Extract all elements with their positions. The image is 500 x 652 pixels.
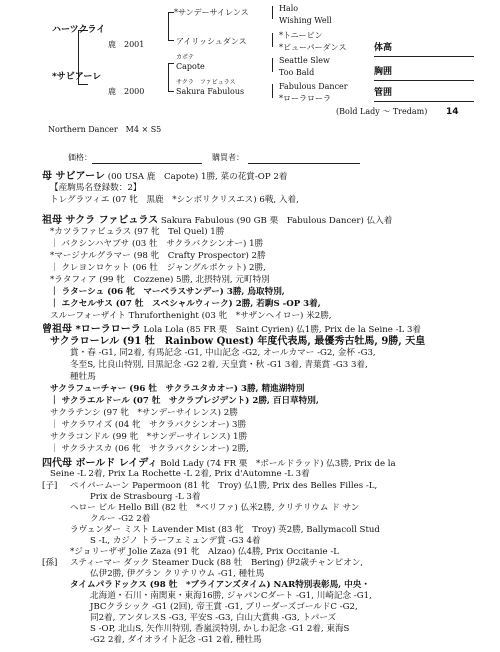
price-label: 価格： bbox=[68, 153, 92, 162]
fd-line-3: ヘロー ビル Hello Bill (82 牡 *ベリファ) 仏米2勝, クリテリウム ド サン bbox=[70, 503, 360, 513]
ds-dam: Too Bald bbox=[279, 68, 315, 77]
td-line-8: サクラコンドル (99 牝 *サンデーサイレンス) 1勝 bbox=[50, 432, 248, 442]
fd-line-12: JBCクラシック -G1 (2回), 帝王賞 -G1, ブリーダーズゴールドC -G2, bbox=[90, 602, 358, 612]
td-line-0: サクラローレル (91 牡 Rainbow Quest) 年度代表馬, 最優秀古牡馬, 9勝, 天皇 bbox=[50, 336, 426, 347]
gd-line-0: *カツラファビュラス (97 牝 Tel Quel) 1勝 bbox=[50, 227, 225, 237]
fd-line-2: Prix de Strasbourg -L 3着 bbox=[90, 492, 201, 502]
dam-reg: 【産駒馬名登録数：2】 bbox=[50, 183, 142, 193]
fd-line-5: ラヴェンダー ミスト Lavender Mist (83 牝 Troy) 英2勝, Ballymacoll Stud bbox=[70, 525, 380, 535]
gd-line-6: ｜ エクセルサス (07 牡 スペシャルウィーク) 2勝, 若駒S -OP 3着, bbox=[50, 299, 321, 309]
fd-line-10: タイムパラドックス (98 牡 *ブライアンズタイム) NAR特別表彰馬, 中央・ bbox=[70, 580, 370, 590]
gd-line-1: ｜ バクシンハヤブサ (03 牡 サクラバクシンオー) 1勝 bbox=[50, 239, 264, 249]
grand-dam-title: 祖母 サクラ ファビュラス bbox=[42, 215, 159, 226]
sire-sire: *サンデーサイレンス bbox=[174, 8, 249, 17]
gd-line-5: ｜ ラターシュ (06 牝 マーベラスサンデー) 3勝, 烏取特別, bbox=[50, 287, 285, 297]
dd-sire: Fabulous Dancer bbox=[279, 82, 348, 91]
spec-label-cannon: 管囲 bbox=[374, 88, 393, 98]
ss-sire: Halo bbox=[279, 4, 299, 13]
sire-name: ハーツクライ bbox=[52, 25, 106, 35]
fd-line-15: -G2 2着, ダイオライト記念 -G1 2着, 種牡馬 bbox=[90, 635, 262, 645]
dam-sire-ruby: カポテ bbox=[176, 54, 195, 61]
td-line-6: サクラテンシ (97 牝 *サンデーサイレンス) 2勝 bbox=[50, 408, 238, 418]
fd-line-7: *ジョリーザザ Jolie Zaza (91 牝 Alzao) 仏4勝, Prix Occitanie -L bbox=[70, 547, 339, 557]
sire-dam: アイリッシュダンス bbox=[176, 37, 247, 46]
fd-line-13: 同2着, アンタレスS -G3, 平安S -G3, 白山大賞典 -G3, トパーズ bbox=[90, 613, 337, 623]
dam-color-year: 鹿 2000 bbox=[108, 87, 145, 96]
dd-dam: *ローラローラ bbox=[279, 94, 331, 103]
spec-label-chest: 胸囲 bbox=[374, 67, 393, 77]
td-line-2: 冬至S, 比良山特別, 目黒記念 -G2 2着, 天皇賞・秋 -G1 3着, 青葉賞 -G3 3着, bbox=[70, 360, 368, 370]
dam-dam: Sakura Fabulous bbox=[176, 87, 245, 96]
bracket-grandchild: [孫] bbox=[42, 558, 58, 568]
dam-dam-ruby: サクラ ファビュラス bbox=[176, 79, 236, 86]
dam-title: 母 サビアーレ bbox=[42, 171, 105, 182]
gd-line-3: ｜ クレヨンロケット (06 牡 ジャングルポケット) 2勝, bbox=[50, 263, 266, 273]
fd-line-14: S -OP, 北山S, 矢作川特別, 香嵐渓特別, かしわ記念 -G1 2着, 東海S bbox=[90, 624, 350, 634]
ss-dam: Wishing Well bbox=[279, 16, 332, 25]
fd-line-9: 仏伊2勝, 伊グラン クリテリウム -G1, 種牡馬 bbox=[90, 569, 265, 579]
dam-offspring-0: トレグラツィエ (07 牝 黒鹿 *シンボリクリスエス) 6戦, 入着, bbox=[50, 195, 299, 205]
family-number: 14 bbox=[446, 107, 459, 117]
sd-sire: *トニービン bbox=[279, 31, 323, 40]
dam-sire: Capote bbox=[176, 62, 205, 71]
fourth-dam-title: 四代母 ボールド レイディ bbox=[42, 458, 158, 469]
sire-color-year: 鹿 2001 bbox=[108, 40, 145, 49]
fd-line-0: Seine -L 2着, Prix La Rochette -L 2着, Prix d'Automne -L 3着 bbox=[50, 469, 310, 479]
sd-dam: *ビューパーダンス bbox=[279, 43, 347, 52]
third-dam-title: 曾祖母 *ローラローラ bbox=[42, 324, 141, 335]
fd-line-8: スティーマー ダック Steamer Duck (88 牡 Bering) 伊2歳チャンピオン, bbox=[70, 558, 364, 568]
td-line-3: 種牡馬 bbox=[70, 372, 96, 382]
td-line-5: ｜ サクラエルドール (07 牡 サクラプレジデント) 2勝, 百日草特別, bbox=[50, 396, 319, 406]
td-line-1: 賞・春 -G1, 同2着, 有馬記念 -G1, 中山記念 -G2, オールカマー -G2, 金杯 -G3, bbox=[70, 348, 376, 358]
family-note: (Bold Lady ～ Tredam) bbox=[336, 107, 428, 116]
gd-line-4: *ラタフィア (99 牝 Cozzene) 5勝, 北摂特別, 元町特別 bbox=[50, 275, 270, 285]
fd-line-4: クルー -G2 2着 bbox=[90, 514, 151, 524]
gd-line-2: *マージナルグラマー (98 牝 Crafty Prospector) 2勝 bbox=[50, 251, 266, 261]
td-line-9: ｜ サクラナスカ (06 牝 サクラバクシンオー) 2勝, bbox=[50, 444, 249, 454]
td-line-7: ｜ サクラワイズ (04 牝 サクラバクシンオー) 3勝 bbox=[50, 420, 247, 430]
fd-line-6: S -L, カジノ トラーフェミュンデ賞 -G3 4着 bbox=[90, 536, 261, 546]
inbreeding: Northern Dancer M4 × S5 bbox=[48, 125, 162, 134]
spec-label-height: 体高 bbox=[374, 43, 393, 53]
fd-line-1: ペイパームーン Papermoon (81 牝 Troy) 仏1勝, Prix des Belles Filles -L, bbox=[70, 481, 378, 491]
buyer-label: 購買者： bbox=[212, 153, 244, 162]
gd-line-7: スルーフォーザイト Thruforthenight (03 牝 *サザンヘイロー) 米2勝, bbox=[50, 311, 332, 321]
dam-name: *サビアーレ bbox=[52, 72, 102, 82]
ds-sire: Seattle Slew bbox=[279, 56, 330, 65]
fd-line-11: 北海道・石川・南関東・東海16勝, ジャパンCダート -G1, 川崎記念 -G1, bbox=[90, 591, 372, 601]
bracket-child: [子] bbox=[42, 481, 58, 491]
td-line-4: サクラフューチャー (96 牡 サクラユタカオー) 3勝, 精進湖特別 bbox=[50, 384, 305, 394]
